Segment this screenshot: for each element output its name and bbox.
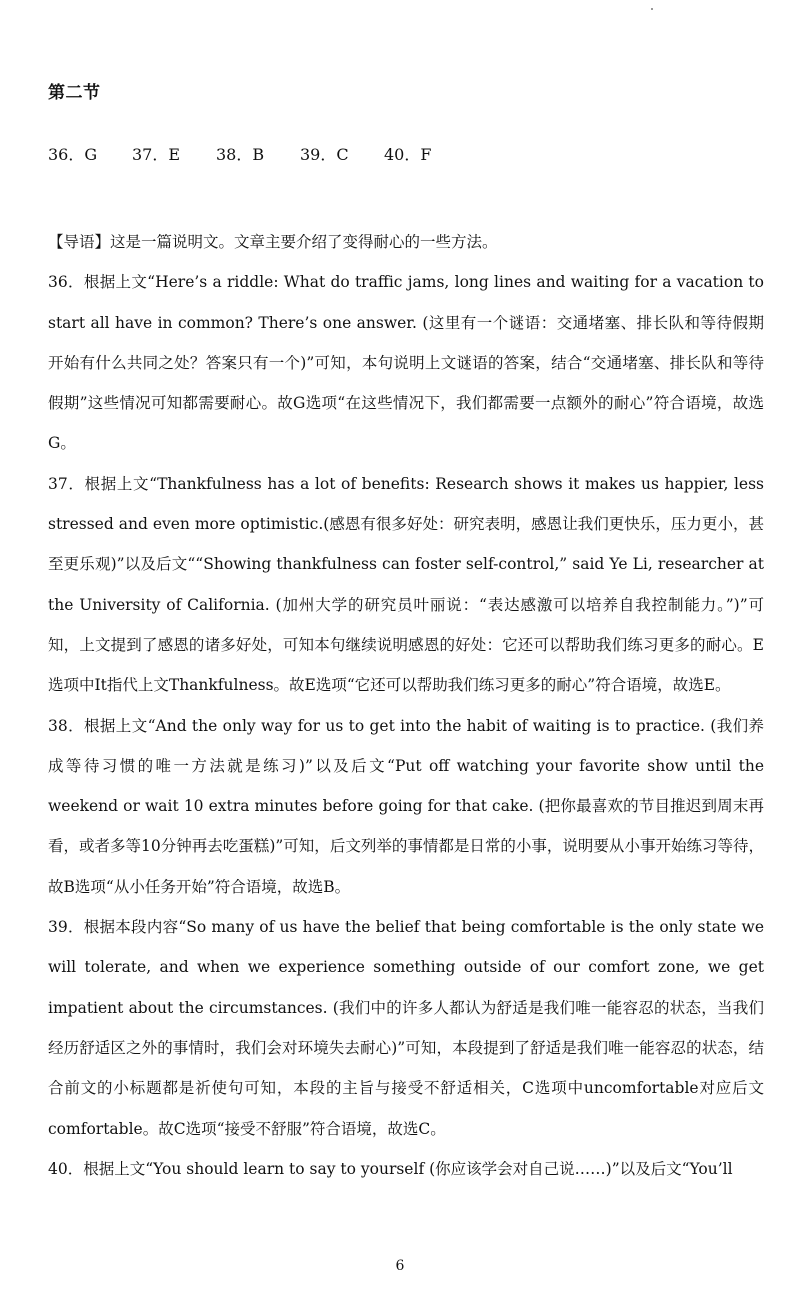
answer-37: 37．E [132,145,181,164]
page-number: 6 [395,1258,405,1274]
answer-key [48,142,468,165]
explanation-39: 39．根据本段内容“So many of us have the belief that being comfortable is the only state we will tolerate, and when we experience something outside of our comfort zone, we get impatient about the circumstances. (我们中的许多人都认为舒适是我们唯一能容忍的状态，当我们经历舒适区之外的事情时，我们会对环境失去耐心)”可知，本段提到了舒适是我们唯一能容忍的状态，结合前文的小标题都是祈使句可知，本段的主旨与接受不舒适相关，C选项中uncomfortable对应后文comfortable。故C选项“接受不舒服”符合语境，故选C。 [48,918,764,1138]
explanation-40: 40．根据上文“You should learn to say to yourself (你应该学会对自己说……)”以及后文“You’ll [48,1159,733,1178]
answer-39: 39．C [300,145,349,164]
answer-36: 36．G [48,145,98,164]
answer-40: 40．F [384,145,432,164]
intro-paragraph: 【导语】这是一篇说明文。文章主要介绍了变得耐心的一些方法。 [48,233,498,251]
explanation-37: 37．根据上文“Thankfulness has a lot of benefits: Research shows it makes us happier, less stressed and even more optimistic.(感恩有很多好处：研究表明，感恩让我们更快乐，压力更小，甚至更乐观)”以及后文““Showing thankfulness can foster self-control,” said Ye Li, researcher at the University of California. (加州大学的研究员叶丽说：“表达感激可以培养自我控制能力。”)”可知，上文提到了感恩的诸多好处，可知本句继续说明感恩的好处：它还可以帮助我们练习更多的耐心。E选项中It指代上文Thankfulness。故E选项“它还可以帮助我们练习更多的耐心”符合语境，故选E。 [48,474,764,695]
section-title: 第二节 [48,83,101,103]
explanation-36: 36．根据上文“Here’s a riddle: What do traffic jams, long lines and waiting for a vacation to start all have in common? There’s one answer. (这里有一个谜语：交通堵塞、排长队和等待假期开始有什么共同之处？答案只有一个)”可知，本句说明上文谜语的答案，结合“交通堵塞、排长队和等待假期”这些情况可知都需要耐心。故G选项“在这些情况下，我们都需要一点额外的耐心”符合语境，故选G。 [48,273,764,453]
answer-38: 38．B [216,145,265,164]
explanation-body [48,222,764,1189]
scan-mark [651,8,653,10]
explanation-38: 38．根据上文“And the only way for us to get into the habit of waiting is to practice. (我们养成等待习惯的唯一方法就是练习)”以及后文“Put off watching your favorite show until the weekend or wait 10 extra minutes before going for that cake. (把你最喜欢的节目推迟到周末再看，或者多等10分钟再去吃蛋糕)”可知，后文列举的事情都是日常的小事，说明要从小事开始练习等待，故B选项“从小任务开始”符合语境，故选B。 [48,716,764,896]
